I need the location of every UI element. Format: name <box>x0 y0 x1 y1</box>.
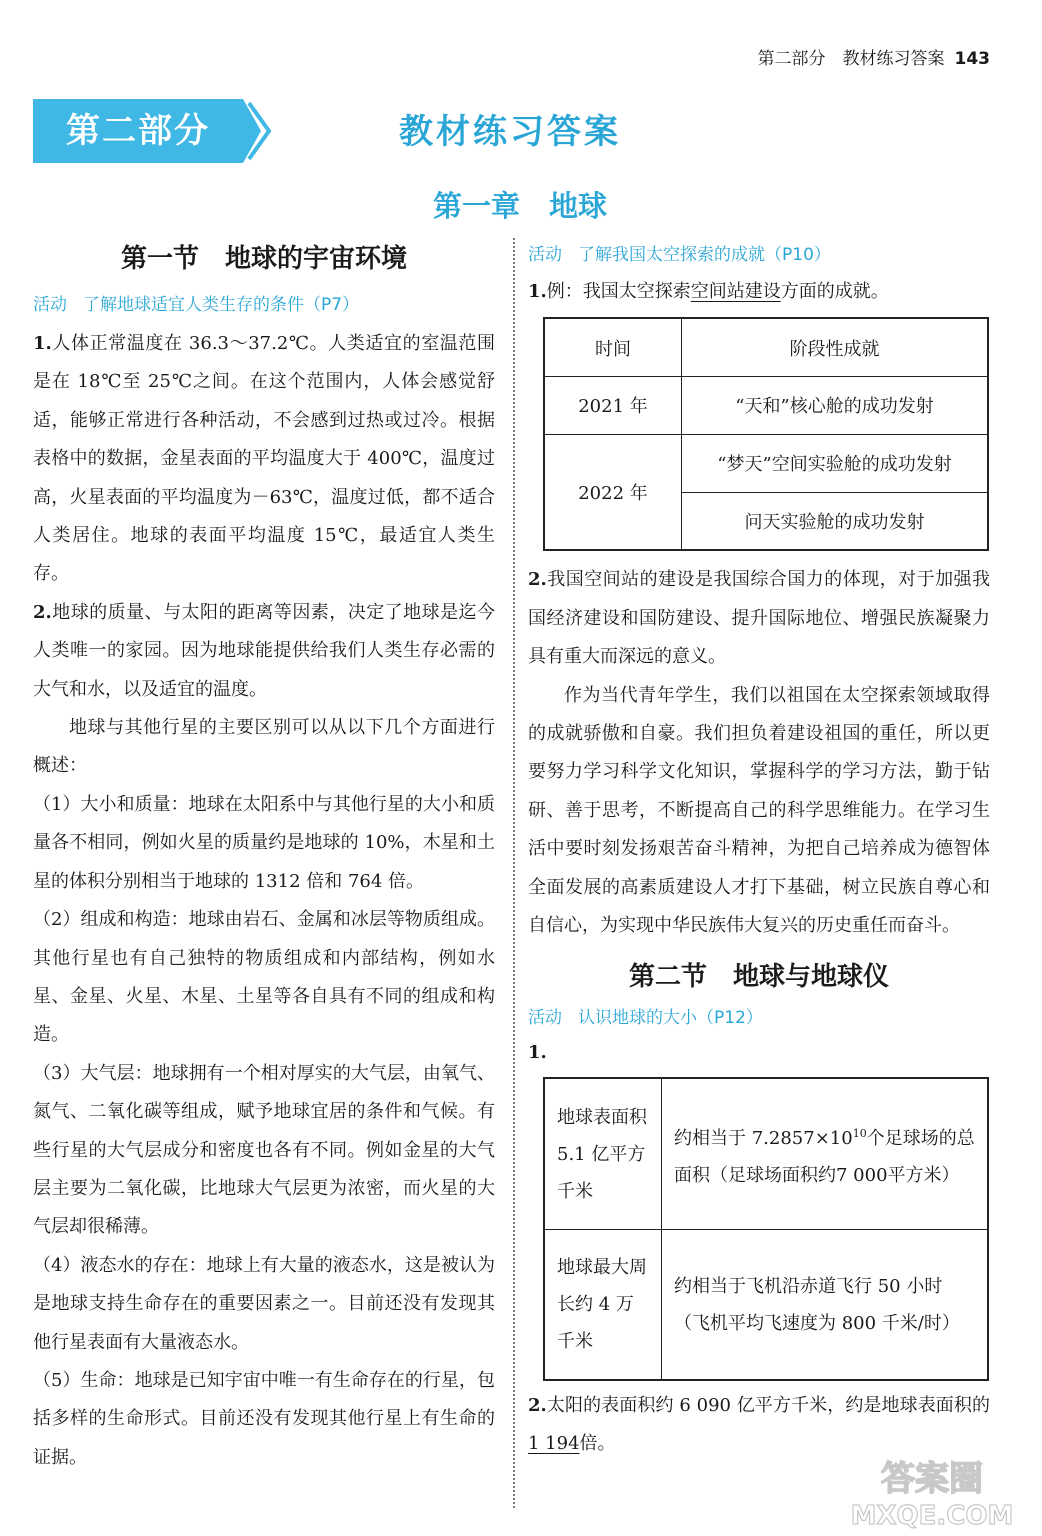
paragraph: 作为当代青年学生，我们以祖国在太空探索领域取得的成就骄傲和自豪。我们担负着建设祖国的重任，所以更要努力学习科学文化知识，掌握科学的学习方法，勤于钻研、善于思考，不断提高自己的科学思维能力。在学习生活中要时刻发扬艰苦奋斗精神，为把自己培养成为德智体全面发展的高素质建设人才打下基础，树立民族自尊心和自信心，为实现中华民族伟大复兴的历史重任而奋斗。 <box>528 684 990 937</box>
page-number: 143 <box>954 49 990 69</box>
activity-heading <box>528 240 990 265</box>
paragraph: 地球与其他行星的主要区别可以从以下几个方面进行概述： <box>33 717 495 777</box>
part-banner-label: 第二部分 <box>66 111 210 151</box>
answer-number: 2. <box>528 569 547 591</box>
section-title: 第二节 地球与地球仪 <box>628 962 889 993</box>
table-cell: “天和”核心舱的成功发射 <box>682 376 989 434</box>
answer-text: 我国空间站的建设是我国综合国力的体现，对于加强我国经济建设和国防建设、提升国际地位、增强民族凝聚力具有重大而深远的意义。 <box>528 569 990 668</box>
table-header: 时间 <box>544 318 682 376</box>
cell-text: 约相当于 7.2857×10 <box>674 1127 853 1149</box>
table-row <box>544 376 988 434</box>
answer-text: 倍。 <box>579 1433 616 1455</box>
watermark-logo <box>842 1452 1022 1532</box>
section-title: 第一节 地球的宇宙环境 <box>120 244 407 274</box>
answer-text: 太阳的表面积约 6 090 亿平方千米，约是地球表面积的 <box>546 1394 990 1416</box>
underlined-answer: 1 194 <box>528 1433 580 1455</box>
paragraph: （4）液态水的存在：地球上有大量的液态水，这是被认为是地球支持生命存在的重要因素之一。目前还没有发现其他行星表面有大量液态水。 <box>33 1254 495 1353</box>
activity-title: 认识地球的大小（P12） <box>578 1008 763 1029</box>
table-cell: 2021 年 <box>544 376 682 434</box>
answer-text: 例：我国太空探索 <box>546 281 691 302</box>
right-column <box>528 240 990 1464</box>
activity-tag: 活动 <box>528 245 562 265</box>
answer-number: 1. <box>528 281 547 302</box>
part-title: 教材练习答案 <box>399 112 621 152</box>
achievements-table <box>543 317 989 551</box>
table-row <box>544 434 988 492</box>
answer-1 <box>33 325 495 594</box>
activity-title: 了解地球适宜人类生存的条件（P7） <box>83 295 360 315</box>
running-header-title: 第二部分 教材练习答案 <box>757 49 945 69</box>
paragraph: （3）大气层：地球拥有一个相对厚实的大气层，由氧气、氮气、二氧化碳等组成，赋予地球宜居的条件和气候。有些行星的大气层成分和密度也各有不同。例如金星的大气层主要为二氧化碳，比地球大气层更为浓密，而火星的大气层却很稀薄。 <box>33 1062 495 1238</box>
cell-text: 个足球场的总面积（足球场面积约7 000平方米） <box>674 1127 975 1186</box>
answer-number: 2. <box>33 601 52 623</box>
chapter-title: 第一章 地球 <box>432 189 607 223</box>
svg-text:MXQE.COM: MXQE.COM <box>850 1501 1014 1531</box>
answer-2 <box>33 594 495 709</box>
activity-title: 了解我国太空探索的成就（P10） <box>578 245 831 265</box>
paragraph: （5）生命：地球是已知宇宙中唯一有生命存在的行星，包括多样的生命形式。目前还没有发现其他行星上有生命的证据。 <box>33 1369 495 1468</box>
table-cell: 地球表面积 5.1 亿平方千米 <box>544 1078 662 1230</box>
table-cell: 问天实验舱的成功发射 <box>682 492 989 550</box>
activity-tag: 活动 <box>33 295 67 315</box>
table-row <box>544 1078 988 1230</box>
activity-tag: 活动 <box>528 1008 562 1029</box>
running-header <box>758 44 991 69</box>
column-divider <box>513 238 515 1508</box>
paragraph: （2）组成和构造：地球由岩石、金属和冰层等物质组成。其他行星也有自己独特的物质组成和内部结构，例如水星、金星、火星、木星、土星等各自具有不同的组成和构造。 <box>33 909 495 1046</box>
earth-size-table <box>543 1077 989 1381</box>
superscript: 10 <box>852 1126 867 1140</box>
underlined-answer: 空间站建设 <box>690 281 781 302</box>
table-row <box>544 1230 988 1380</box>
activity-heading <box>528 1003 990 1028</box>
left-column <box>33 238 495 1477</box>
table-cell: 地球最大周长约 4 万千米 <box>544 1230 662 1380</box>
table-cell: 2022 年 <box>544 434 682 550</box>
answer-number: 2. <box>528 1394 547 1416</box>
answer-1 <box>528 273 990 311</box>
answer-2 <box>528 561 990 676</box>
activity-heading <box>33 290 495 315</box>
table-cell: “梦天”空间实验舱的成功发射 <box>682 434 989 492</box>
answer-text: 方面的成就。 <box>780 281 889 302</box>
svg-text:答案圈: 答案圈 <box>881 1459 983 1499</box>
table-cell <box>662 1078 989 1230</box>
paragraph: （1）大小和质量：地球在太阳系中与其他行星的大小和质量各不相同，例如火星的质量约是地球的 10%，木星和土星的体积分别相当于地球的 1312 倍和 764 倍。 <box>33 793 495 892</box>
table-cell: 约相当于飞机沿赤道飞行 50 小时（飞机平均飞速度为 800 千米/时） <box>662 1230 989 1380</box>
answer-text: 地球的质量、与太阳的距离等因素，决定了地球是迄今人类唯一的家园。因为地球能提供给我们人类生存必需的大气和水，以及适宜的温度。 <box>33 601 495 700</box>
answer-number: 1. <box>33 333 52 354</box>
answer-number: 1. <box>528 1042 547 1064</box>
table-header: 阶段性成就 <box>682 318 989 376</box>
answer-1 <box>528 1034 990 1072</box>
answer-text: 人体正常温度在 36.3～37.2℃。人类适宜的室温范围是在 18℃至 25℃之间。在这个范围内，人体会感觉舒适，能够正常进行各种活动，不会感到过热或过冷。根据表格中的数据，金星表面的平均温度大于 400℃，温度过高，火星表面的平均温度为－63℃，温度过低，都不适合人类居住。地球的表面平均温度 15℃，最适宜人类生存。 <box>33 333 495 585</box>
